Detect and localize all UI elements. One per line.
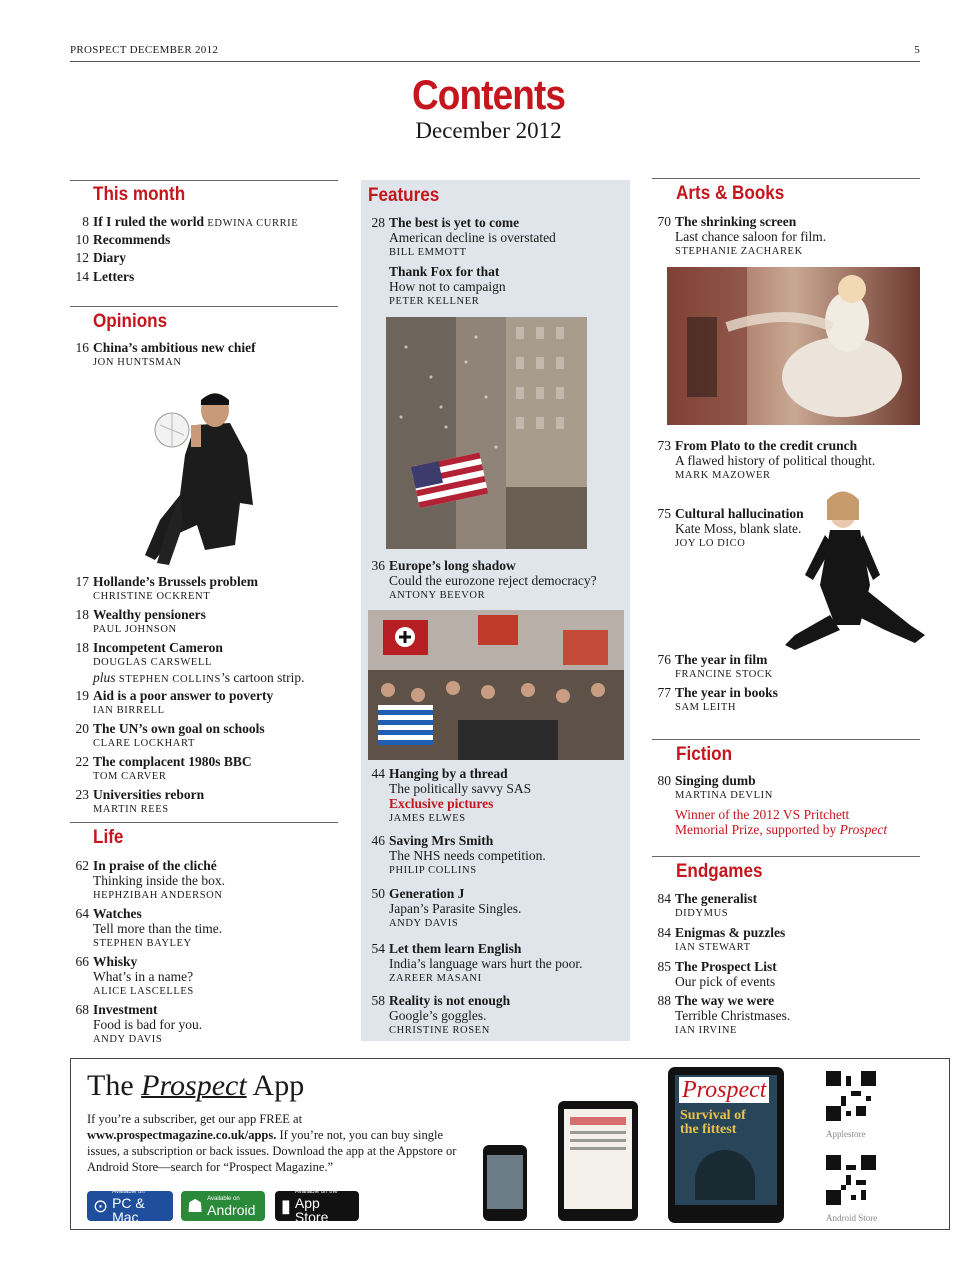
entry-extra-plus: plus bbox=[93, 670, 116, 685]
entry-title: Generation J bbox=[389, 886, 465, 901]
entry-byline: ZAREER MASANI bbox=[389, 973, 482, 984]
entry-byline: DIDYMUS bbox=[675, 908, 729, 919]
photo-protest-crowd bbox=[368, 610, 624, 760]
entry-highlight: Exclusive pictures bbox=[389, 796, 494, 811]
entry-title: Singing dumb bbox=[675, 773, 756, 788]
entry-note-line2: Memorial Prize, supported by bbox=[675, 822, 837, 837]
entry-title: If I ruled the world bbox=[93, 214, 204, 229]
entry-byline: FRANCINE STOCK bbox=[675, 669, 773, 680]
section-rule bbox=[652, 739, 920, 740]
page-ref: 73 bbox=[657, 438, 671, 453]
page-ref: 22 bbox=[75, 754, 89, 769]
entry-byline: IAN STEWART bbox=[675, 942, 751, 953]
entry-desc: How not to campaign bbox=[389, 279, 506, 294]
qr-code-applestore[interactable] bbox=[826, 1071, 876, 1121]
entry-title: Saving Mrs Smith bbox=[389, 833, 494, 848]
large-tablet-device bbox=[668, 1067, 784, 1223]
entry-byline: STEPHEN BAYLEY bbox=[93, 938, 192, 949]
photo-ticker-tape-parade bbox=[386, 317, 587, 549]
entry-byline: CHRISTINE OCKRENT bbox=[93, 591, 211, 602]
entry-title: China’s ambitious new chief bbox=[93, 340, 256, 355]
app-store-badge[interactable] bbox=[275, 1188, 359, 1225]
entry-byline: IAN IRVINE bbox=[675, 1025, 738, 1036]
entry-desc: What’s in a name? bbox=[93, 969, 194, 984]
entry-title: Aid is a poor answer to poverty bbox=[93, 688, 274, 703]
entry-byline: EDWINA CURRIE bbox=[207, 218, 299, 229]
badge-small-text: Available on bbox=[112, 1188, 145, 1195]
cover-masthead: Prospect bbox=[679, 1077, 769, 1103]
page-number: 5 bbox=[914, 44, 920, 56]
app-title-pre: The bbox=[87, 1069, 134, 1102]
badge-big-text: Android bbox=[207, 1201, 256, 1218]
entry-byline: CHRISTINE ROSEN bbox=[389, 1025, 490, 1036]
entry-title: Cultural hallucination bbox=[675, 506, 804, 521]
entry-byline: SAM LEITH bbox=[675, 702, 737, 713]
entry-byline: ALICE LASCELLES bbox=[93, 986, 194, 997]
entry-byline: TOM CARVER bbox=[93, 771, 167, 782]
badge-small-text: Available on the bbox=[294, 1188, 338, 1195]
entry-title: The Prospect List bbox=[675, 959, 777, 974]
photo-costume-dancer bbox=[667, 267, 920, 425]
entry-title: The generalist bbox=[675, 891, 758, 906]
entry-title: The way we were bbox=[675, 993, 775, 1008]
page-ref: 54 bbox=[371, 941, 385, 956]
page-ref: 66 bbox=[75, 954, 89, 969]
badge-big-text: PC & Mac bbox=[112, 1194, 145, 1225]
entry-title: Universities reborn bbox=[93, 787, 205, 802]
entry-byline: IAN BIRRELL bbox=[93, 705, 165, 716]
page-ref: 58 bbox=[371, 993, 385, 1008]
entry-byline: JON HUNTSMAN bbox=[93, 357, 182, 368]
entry-extra-rest: ’s cartoon strip. bbox=[220, 670, 305, 685]
pc-icon: ⊙ bbox=[93, 1195, 109, 1216]
app-promo-text bbox=[87, 1111, 467, 1175]
page-ref: 14 bbox=[75, 269, 89, 284]
page-ref: 10 bbox=[75, 232, 89, 247]
section-rule bbox=[70, 180, 338, 181]
entry-byline: ANDY DAVIS bbox=[389, 918, 459, 929]
entry-title: Recommends bbox=[93, 232, 171, 247]
entry-title: Europe’s long shadow bbox=[389, 558, 516, 573]
page-ref: 28 bbox=[371, 215, 385, 230]
entry-title: Letters bbox=[93, 269, 135, 284]
page-ref: 62 bbox=[75, 858, 89, 873]
page-ref: 18 bbox=[75, 607, 89, 622]
page-ref: 17 bbox=[75, 574, 89, 589]
page-ref: 36 bbox=[371, 558, 385, 573]
page-ref: 8 bbox=[82, 214, 89, 229]
entry-title: Diary bbox=[93, 250, 126, 265]
app-text-intro: If you’re a subscriber, get our app FREE at bbox=[87, 1112, 303, 1126]
entry-note-italic: Prospect bbox=[839, 822, 888, 837]
entry-desc: The NHS needs competition. bbox=[389, 848, 546, 863]
entry-desc: Thinking inside the box. bbox=[93, 873, 225, 888]
entry-byline: DOUGLAS CARSWELL bbox=[93, 657, 212, 668]
app-link[interactable]: www.prospectmagazine.co.uk/apps. bbox=[87, 1128, 277, 1142]
entry-desc: Google’s goggles. bbox=[389, 1008, 487, 1023]
entry-title: Watches bbox=[93, 906, 142, 921]
page-ref: 70 bbox=[657, 214, 671, 229]
page-ref: 46 bbox=[371, 833, 385, 848]
running-header bbox=[70, 44, 920, 62]
entry-desc: Could the eurozone reject democracy? bbox=[389, 573, 597, 588]
entry-desc: Terrible Christmases. bbox=[675, 1008, 791, 1023]
section-heading-arts-books: Arts & Books bbox=[676, 183, 785, 204]
entry-desc: The politically savvy SAS bbox=[389, 781, 532, 796]
page-ref: 77 bbox=[657, 685, 671, 700]
entry-byline: PAUL JOHNSON bbox=[93, 624, 177, 635]
entry-title: Hollande’s Brussels problem bbox=[93, 574, 259, 589]
cover-headline-1: Survival of bbox=[680, 1108, 746, 1123]
entry-byline: HEPHZIBAH ANDERSON bbox=[93, 890, 223, 901]
android-icon: ☗ bbox=[187, 1195, 204, 1216]
magazine-issue-label: PROSPECT DECEMBER 2012 bbox=[70, 44, 219, 56]
entry-title: Thank Fox for that bbox=[389, 264, 500, 279]
entry-desc: Japan’s Parasite Singles. bbox=[389, 901, 522, 916]
entry-title: Reality is not enough bbox=[389, 993, 511, 1008]
entry-byline: ANTONY BEEVOR bbox=[389, 590, 486, 601]
page-ref: 12 bbox=[75, 250, 89, 265]
section-rule bbox=[70, 822, 338, 823]
page-ref: 44 bbox=[371, 766, 385, 781]
entry-byline: MARTIN REES bbox=[93, 804, 169, 815]
android-badge[interactable] bbox=[181, 1191, 265, 1221]
cover-headline-2: the fittest bbox=[680, 1122, 737, 1137]
entry-desc: India’s language wars hurt the poor. bbox=[389, 956, 583, 971]
entry-byline: STEPHANIE ZACHAREK bbox=[675, 246, 803, 257]
page-ref: 50 bbox=[371, 886, 385, 901]
entry-title: From Plato to the credit crunch bbox=[675, 438, 858, 453]
app-text-rest: If you’re not, you can buy single issues, a subscription or back issues. Download the app at the Appstore or Android Store—search for “Prospect Magazine.” bbox=[87, 1128, 457, 1174]
section-heading-features: Features bbox=[368, 185, 440, 206]
page-subtitle: December 2012 bbox=[415, 118, 562, 143]
page-ref: 64 bbox=[75, 906, 89, 921]
entry-title: The shrinking screen bbox=[675, 214, 797, 229]
qr-label-android-store: Android Store bbox=[826, 1213, 878, 1223]
page-ref: 18 bbox=[75, 640, 89, 655]
entry-note-line1: Winner of the 2012 VS Pritchett bbox=[675, 807, 850, 822]
page-ref: 85 bbox=[657, 959, 671, 974]
entry-title: Incompetent Cameron bbox=[93, 640, 223, 655]
prospect-logo: Prospect bbox=[141, 1069, 247, 1102]
page-ref: 75 bbox=[657, 506, 671, 521]
entry-byline: CLARE LOCKHART bbox=[93, 738, 195, 749]
page-ref: 84 bbox=[657, 891, 671, 906]
app-promo-title bbox=[87, 1069, 304, 1103]
entry-title: The UN’s own goal on schools bbox=[93, 721, 265, 736]
photo-man-kicking-ball bbox=[135, 385, 275, 570]
entry-title: The year in books bbox=[675, 685, 778, 700]
section-rule bbox=[652, 178, 920, 179]
badge-small-text: Available on bbox=[207, 1195, 240, 1202]
entry-byline: JAMES ELWES bbox=[389, 813, 466, 824]
entry-byline: MARK MAZOWER bbox=[675, 470, 771, 481]
entry-desc: A flawed history of political thought. bbox=[675, 453, 876, 468]
entry-title: Enigmas & puzzles bbox=[675, 925, 786, 940]
section-rule bbox=[70, 306, 338, 307]
qr-code-android-store[interactable] bbox=[826, 1155, 876, 1205]
entry-title: Whisky bbox=[93, 954, 138, 969]
page-ref: 19 bbox=[75, 688, 89, 703]
page-ref: 68 bbox=[75, 1002, 89, 1017]
entry-desc: American decline is overstated bbox=[389, 230, 556, 245]
qr-label-applestore: Applestore bbox=[826, 1129, 866, 1139]
section-heading-life: Life bbox=[93, 827, 124, 848]
entry-title: Let them learn English bbox=[389, 941, 522, 956]
entry-title: Investment bbox=[93, 1002, 158, 1017]
entry-title: Wealthy pensioners bbox=[93, 607, 206, 622]
section-heading-opinions: Opinions bbox=[93, 311, 168, 332]
entry-desc: Tell more than the time. bbox=[93, 921, 223, 936]
app-promo-box bbox=[70, 1058, 950, 1230]
entry-extra-name: STEPHEN COLLINS bbox=[118, 674, 221, 685]
page-ref: 16 bbox=[75, 340, 89, 355]
apple-icon: ▮ bbox=[281, 1195, 291, 1216]
entry-byline: ANDY DAVIS bbox=[93, 1034, 163, 1045]
entry-byline: PHILIP COLLINS bbox=[389, 865, 477, 876]
entry-byline: BILL EMMOTT bbox=[389, 247, 467, 258]
page-ref: 20 bbox=[75, 721, 89, 736]
entry-title: In praise of the cliché bbox=[93, 858, 217, 873]
entry-title: The complacent 1980s BBC bbox=[93, 754, 252, 769]
app-title-post: App bbox=[252, 1069, 305, 1102]
badge-big-text: App Store bbox=[294, 1194, 329, 1225]
entry-byline: JOY LO DICO bbox=[675, 538, 746, 549]
entry-desc: Last chance saloon for film. bbox=[675, 229, 827, 244]
contents-title-block bbox=[0, 72, 977, 144]
entry-desc: Kate Moss, blank slate. bbox=[675, 521, 802, 536]
entry-title: The year in film bbox=[675, 652, 768, 667]
entry-byline: MARTINA DEVLIN bbox=[675, 790, 773, 801]
page-title: Contents bbox=[411, 71, 566, 118]
entry-desc: Food is bad for you. bbox=[93, 1017, 203, 1032]
page-ref: 84 bbox=[657, 925, 671, 940]
small-tablet-device bbox=[558, 1101, 638, 1221]
entry-byline: PETER KELLNER bbox=[389, 296, 480, 307]
page-ref: 88 bbox=[657, 993, 671, 1008]
page-ref: 23 bbox=[75, 787, 89, 802]
pc-mac-badge[interactable] bbox=[87, 1188, 173, 1225]
page-ref: 76 bbox=[657, 652, 671, 667]
entry-desc: Our pick of events bbox=[675, 974, 776, 989]
photo-seated-model bbox=[765, 485, 935, 655]
section-heading-this-month: This month bbox=[93, 184, 186, 205]
page-ref: 80 bbox=[657, 773, 671, 788]
entry-title: Hanging by a thread bbox=[389, 766, 508, 781]
entry-title: The best is yet to come bbox=[389, 215, 520, 230]
section-rule bbox=[652, 856, 920, 857]
section-heading-fiction: Fiction bbox=[676, 744, 733, 765]
section-heading-endgames: Endgames bbox=[676, 861, 763, 882]
phone-device bbox=[483, 1145, 527, 1221]
